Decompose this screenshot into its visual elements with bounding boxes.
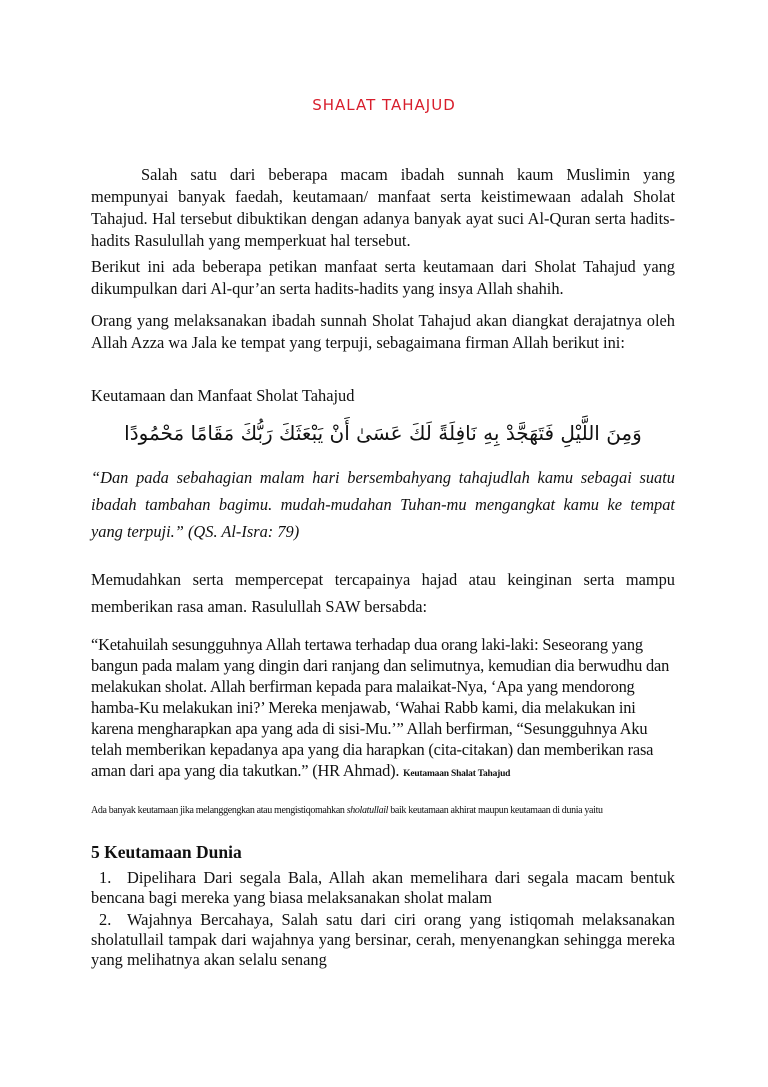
translation-block (91, 464, 675, 545)
list-item-1 (91, 868, 675, 908)
tiny-note-italic: sholatullail (346, 805, 389, 816)
list-item (91, 910, 675, 970)
list-number: 2. (99, 910, 112, 929)
list-number: 1. (99, 868, 112, 887)
verse-translation: “Dan pada sebahagian malam hari bersembahyang tahajudlah kamu sebagai suatu ibadah tambahan bagimu. mudah-mudahan Tuhan-mu mengangkat kamu ke tempat yang terpuji.” (QS. Al-Isra: 79) (91, 468, 675, 541)
tiny-note-part2: baik keutamaan akhirat maupun keutamaan di dunia yaitu (388, 805, 603, 816)
tiny-note-part1: Ada banyak keutamaan jika melanggengkan atau mengistiqomahkan (91, 805, 347, 816)
hadith-block (91, 634, 675, 785)
intro-paragraph-block (91, 164, 675, 252)
section-heading-block (91, 842, 675, 863)
memudahkan-block (91, 566, 675, 620)
page-title: SHALAT TAHAJUD (312, 96, 456, 114)
subheading: Keutamaan dan Manfaat Sholat Tahajud (91, 386, 355, 405)
orang-paragraph-block (91, 310, 675, 354)
arabic-verse: وَمِنَ اللَّيْلِ فَتَهَجَّدْ بِهِ نَافِلَةً لَكَ عَسَىٰ أَنْ يَبْعَثَكَ رَبُّكَ مَقَامًا مَحْمُودًا (124, 421, 642, 445)
tiny-note (91, 802, 675, 820)
list-text: Dipelihara Dari segala Bala, Allah akan memelihara dari segala macam bentuk bencana bagi mereka yang biasa melaksanakan sholat malam (91, 868, 675, 907)
memudahkan-paragraph: Memudahkan serta mempercepat tercapainya hajad atau keinginan serta mampu memberikan rasa aman. Rasulullah SAW bersabda: (91, 570, 675, 616)
subheading-block (91, 385, 675, 407)
hadith-small-label: Keutamaan Shalat Tahajud (403, 769, 511, 779)
hadith-quote: “Ketahuilah sesungguhnya Allah tertawa terhadap dua orang laki-laki: Seseorang yang bangun pada malam yang dingin dari ranjang dan selimutnya, kemudian dia berwudhu dan melakukan sholat. Allah berfirman kepada para malaikat-Nya, ‘Apa yang mendorong hamba-Ku melakukan ini?’ Mereka menjawab, ‘Wahai Rabb kami, dia melakukan ini karena mengharapkan apa yang ada di sisi-Mu.’” Allah berfirman, “Sesungguhnya Aku telah memberikan kepadanya apa yang dia harapkan (cita-citakan) dan memberikan rasa aman dari apa yang dia takutkan.” (HR Ahmad). (91, 635, 670, 780)
list-item (91, 868, 675, 908)
intro-paragraph: Salah satu dari beberapa macam ibadah sunnah kaum Muslimin yang mempunyai banyak faedah, keutamaan/ manfaat serta keistimewaan adalah Sholat Tahajud. Hal tersebut dibuktikan dengan adanya banyak ayat suci Al-Quran serta hadits-hadits Rasulullah yang memperkuat hal tersebut. (91, 165, 675, 250)
section-heading: 5 Keutamaan Dunia (91, 842, 242, 862)
list-text: Wajahnya Bercahaya, Salah satu dari ciri orang yang istiqomah melaksanakan sholatullail tampak dari wajahnya yang bersinar, cerah, menyenangkan sehingga mereka yang melihatnya akan selalu senang (91, 910, 675, 969)
tiny-note-block (91, 802, 675, 820)
orang-paragraph: Orang yang melaksanakan ibadah sunnah Sholat Tahajud akan diangkat derajatnya oleh Allah Azza wa Jala ke tempat yang terpuji, sebagaimana firman Allah berikut ini: (91, 311, 675, 352)
berikut-paragraph-block (91, 256, 675, 300)
list-item-2 (91, 910, 675, 970)
hadith-text (91, 634, 675, 785)
berikut-paragraph: Berikut ini ada beberapa petikan manfaat serta keutamaan dari Sholat Tahajud yang dikumpulkan dari Al-qur’an serta hadits-hadits yang insya Allah shahih. (91, 257, 675, 298)
